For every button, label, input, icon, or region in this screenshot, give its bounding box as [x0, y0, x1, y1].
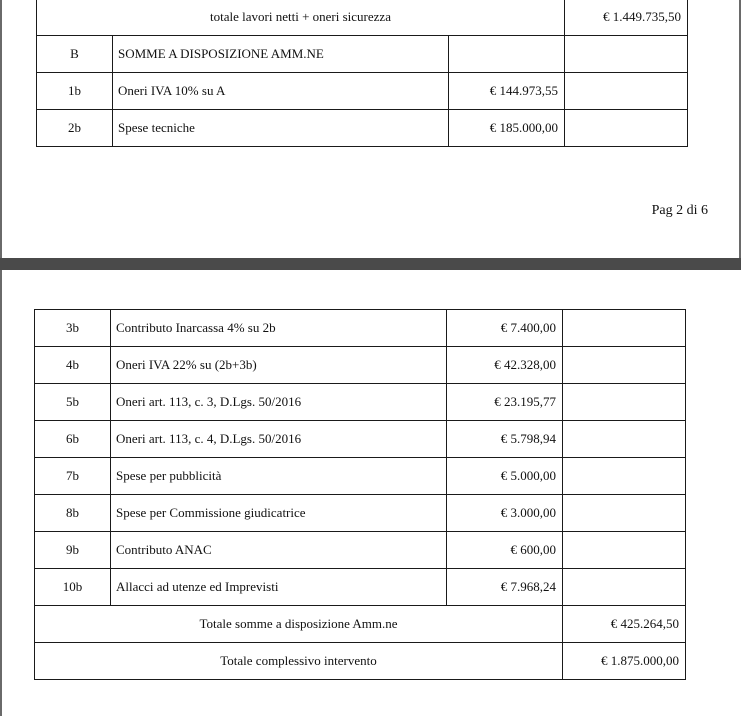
item-code: B	[37, 36, 113, 73]
item-amount: € 5.798,94	[447, 421, 563, 458]
item-code: 9b	[35, 532, 111, 569]
item-amount: € 3.000,00	[447, 495, 563, 532]
item-amount: € 23.195,77	[447, 384, 563, 421]
total-value: € 425.264,50	[563, 606, 686, 643]
item-total	[565, 73, 688, 110]
table-row	[35, 532, 686, 569]
table-row	[35, 606, 686, 643]
table-row	[37, 73, 688, 110]
page-separator	[0, 258, 741, 270]
cost-table-page-2	[34, 309, 686, 680]
table-row	[35, 569, 686, 606]
table-row	[35, 495, 686, 532]
grand-total-value: € 1.875.000,00	[563, 643, 686, 680]
item-description: Spese per Commissione giudicatrice	[111, 495, 447, 532]
item-description: Contributo ANAC	[111, 532, 447, 569]
item-total	[563, 421, 686, 458]
item-code: 4b	[35, 347, 111, 384]
item-amount: € 7.400,00	[447, 310, 563, 347]
item-code: 8b	[35, 495, 111, 532]
total-value: € 1.449.735,50	[565, 0, 688, 36]
item-code: 7b	[35, 458, 111, 495]
item-total	[563, 532, 686, 569]
item-total	[563, 384, 686, 421]
item-total	[563, 495, 686, 532]
item-total	[563, 347, 686, 384]
table-row	[35, 384, 686, 421]
item-amount: € 7.968,24	[447, 569, 563, 606]
item-total	[563, 458, 686, 495]
item-description: Oneri IVA 10% su A	[113, 73, 449, 110]
item-amount: € 5.000,00	[447, 458, 563, 495]
item-amount	[449, 36, 565, 73]
table-row	[35, 643, 686, 680]
table-row	[35, 310, 686, 347]
item-code: 10b	[35, 569, 111, 606]
item-description: Spese per pubblicità	[111, 458, 447, 495]
item-total	[563, 569, 686, 606]
item-total	[565, 36, 688, 73]
table-row	[37, 36, 688, 73]
table-row	[35, 347, 686, 384]
item-description: Allacci ad utenze ed Imprevisti	[111, 569, 447, 606]
total-label: totale lavori netti + oneri sicurezza	[37, 0, 565, 36]
table-row	[35, 421, 686, 458]
item-description: Oneri IVA 22% su (2b+3b)	[111, 347, 447, 384]
item-total	[563, 310, 686, 347]
item-code: 1b	[37, 73, 113, 110]
document-page-1	[0, 0, 741, 258]
item-description: Contributo Inarcassa 4% su 2b	[111, 310, 447, 347]
item-amount: € 42.328,00	[447, 347, 563, 384]
table-row	[37, 110, 688, 147]
page-number: Pag 2 di 6	[651, 203, 708, 218]
item-description: Spese tecniche	[113, 110, 449, 147]
item-code: 6b	[35, 421, 111, 458]
grand-total-label: Totale complessivo intervento	[35, 643, 563, 680]
item-total	[565, 110, 688, 147]
item-amount: € 185.000,00	[449, 110, 565, 147]
item-amount: € 144.973,55	[449, 73, 565, 110]
cost-table-page-1	[36, 0, 688, 147]
item-code: 2b	[37, 110, 113, 147]
item-code: 3b	[35, 310, 111, 347]
table-row	[35, 458, 686, 495]
item-description: Oneri art. 113, c. 4, D.Lgs. 50/2016	[111, 421, 447, 458]
total-label: Totale somme a disposizione Amm.ne	[35, 606, 563, 643]
item-description: SOMME A DISPOSIZIONE AMM.NE	[113, 36, 449, 73]
item-code: 5b	[35, 384, 111, 421]
table-row	[37, 0, 688, 36]
item-amount: € 600,00	[447, 532, 563, 569]
item-description: Oneri art. 113, c. 3, D.Lgs. 50/2016	[111, 384, 447, 421]
